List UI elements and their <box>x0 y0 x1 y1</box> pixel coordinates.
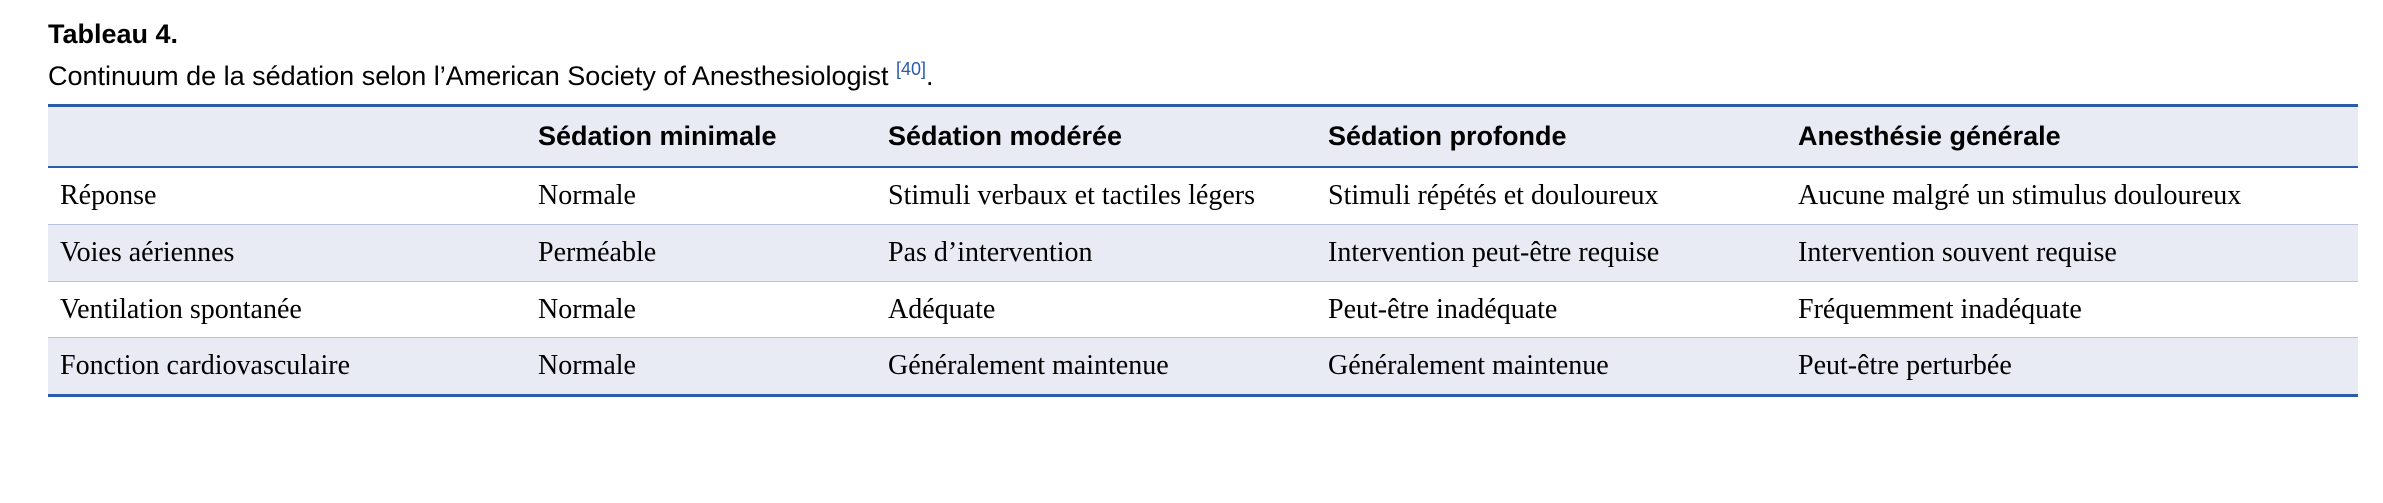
row-label-ventilation-spontanee: Ventilation spontanée <box>48 281 528 338</box>
sedation-continuum-table <box>48 104 2358 397</box>
cell-cardio-profonde: Généralement maintenue <box>1318 338 1788 396</box>
cell-cardio-minimale: Normale <box>528 338 878 396</box>
citation-reference[interactable]: [40] <box>896 58 927 79</box>
row-label-fonction-cardiovasculaire: Fonction cardiovasculaire <box>48 338 528 396</box>
column-header-sedation-moderee: Sédation modérée <box>878 105 1318 167</box>
table-header-row <box>48 105 2358 167</box>
table-row <box>48 224 2358 281</box>
row-label-voies-aeriennes: Voies aériennes <box>48 224 528 281</box>
cell-reponse-minimale: Normale <box>528 167 878 224</box>
table-row <box>48 338 2358 396</box>
table-body <box>48 167 2358 396</box>
caption-main-text: Continuum de la sédation selon l’American Society of Anesthesiologist <box>48 60 889 91</box>
table-caption <box>48 18 2343 94</box>
cell-voies-generale: Intervention souvent requise <box>1788 224 2358 281</box>
cell-ventilation-minimale: Normale <box>528 281 878 338</box>
table-row <box>48 281 2358 338</box>
caption-period: . <box>926 60 934 91</box>
cell-voies-moderee: Pas d’intervention <box>878 224 1318 281</box>
column-header-sedation-minimale: Sédation minimale <box>528 105 878 167</box>
cell-voies-profonde: Intervention peut-être requise <box>1318 224 1788 281</box>
cell-reponse-profonde: Stimuli répétés et douloureux <box>1318 167 1788 224</box>
cell-ventilation-generale: Fréquemment inadéquate <box>1788 281 2358 338</box>
table-header <box>48 105 2358 167</box>
cell-cardio-moderee: Généralement maintenue <box>878 338 1318 396</box>
table-row <box>48 167 2358 224</box>
cell-ventilation-moderee: Adéquate <box>878 281 1318 338</box>
row-label-reponse: Réponse <box>48 167 528 224</box>
cell-reponse-generale: Aucune malgré un stimulus douloureux <box>1788 167 2358 224</box>
cell-cardio-generale: Peut-être perturbée <box>1788 338 2358 396</box>
cell-reponse-moderee: Stimuli verbaux et tactiles légers <box>878 167 1318 224</box>
cell-voies-minimale: Perméable <box>528 224 878 281</box>
column-header-sedation-profonde: Sédation profonde <box>1318 105 1788 167</box>
column-header-anesthesie-generale: Anesthésie générale <box>1788 105 2358 167</box>
table-caption-label: Tableau 4. <box>48 19 179 49</box>
column-header-category <box>48 105 528 167</box>
cell-ventilation-profonde: Peut-être inadéquate <box>1318 281 1788 338</box>
table-caption-text <box>48 58 2343 94</box>
